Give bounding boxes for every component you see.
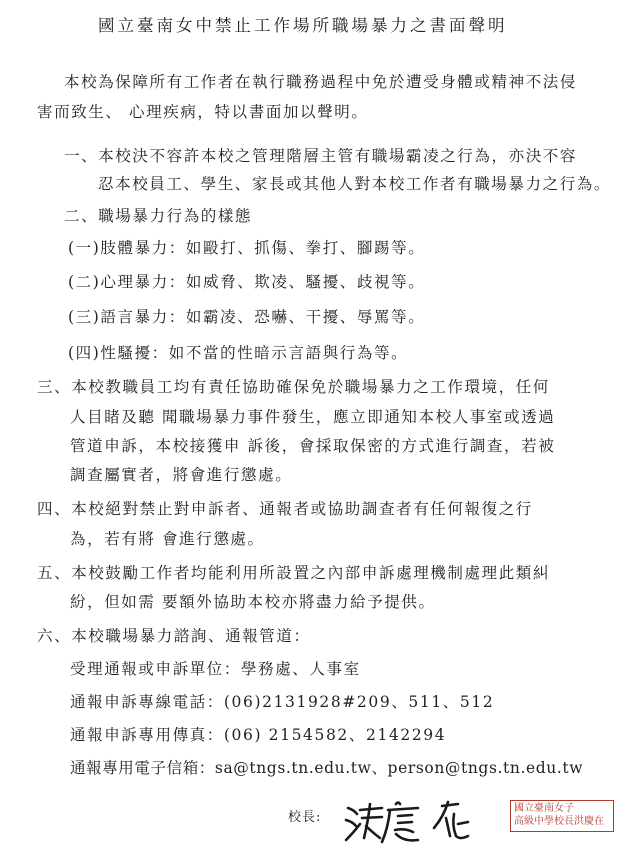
intro-line-1: 本校為保障所有工作者在執行職務過程中免於遭受身體或精神不法侵 [64, 73, 578, 91]
official-seal: 國立臺南女子 高級中學校長洪慶在 [510, 800, 614, 832]
section-2-item-3: (三)語言暴力：如霸凌、恐嚇、干擾、辱罵等。 [68, 308, 426, 326]
contact-email: 通報專用電子信箱：sa@tngs.tn.edu.tw、person@tngs.tn.edu.tw [70, 759, 584, 777]
section-3-line-3: 管道申訴，本校接獲申 訴後，會採取保密的方式進行調查，若被 [70, 437, 556, 455]
section-5-line-2: 紛，但如需 要額外協助本校亦將盡力給予提供。 [70, 593, 436, 611]
contact-phone: 通報申訴專線電話：(06)2131928#209、511、512 [70, 693, 495, 711]
intro-line-2: 害而致生、 心理疾病，特以書面加以聲明。 [37, 103, 369, 121]
section-2-heading: 二、職場暴力行為的樣態 [64, 207, 253, 225]
principal-signature [340, 796, 490, 846]
section-4-line-1: 四、本校絕對禁止對申訴者、通報者或協助調查者有任何報復之行 [37, 500, 533, 518]
section-3-line-1: 三、本校教職員工均有責任協助確保免於職場暴力之工作環境，任何 [37, 378, 551, 396]
section-5-line-1: 五、本校鼓勵工作者均能利用所設置之內部申訴處理機制處理此類糾 [37, 564, 551, 582]
contact-unit: 受理通報或申訴單位：學務處、人事室 [70, 660, 361, 678]
section-2-item-4: (四)性騷擾：如不當的性暗示言語與行為等。 [68, 344, 409, 362]
section-1-line-1: 一、本校決不容許本校之管理階層主管有職場霸凌之行為，亦決不容 [64, 147, 578, 165]
section-2-item-1: (一)肢體暴力：如毆打、抓傷、拳打、腳踢等。 [68, 239, 426, 257]
section-6-heading: 六、本校職場暴力諮詢、通報管道： [37, 627, 311, 645]
section-1-line-2: 忍本校員工、學生、家長或其他人對本校工作者有職場暴力之行為。 [98, 175, 612, 193]
section-4-line-2: 為，若有將 會進行懲處。 [70, 530, 265, 548]
section-3-line-2: 人目睹及聽 聞職場暴力事件發生，應立即通知本校人事室或透過 [70, 408, 556, 426]
section-2-item-2: (二)心理暴力：如威脅、欺凌、騷擾、歧視等。 [68, 273, 426, 291]
principal-label: 校長: [288, 810, 322, 825]
section-3-line-4: 調查屬實者，將會進行懲處。 [70, 466, 293, 484]
contact-fax: 通報申訴專用傳真：(06) 2154582、2142294 [70, 726, 447, 744]
document-title: 國立臺南女中禁止工作場所職場暴力之書面聲明 [98, 16, 508, 35]
